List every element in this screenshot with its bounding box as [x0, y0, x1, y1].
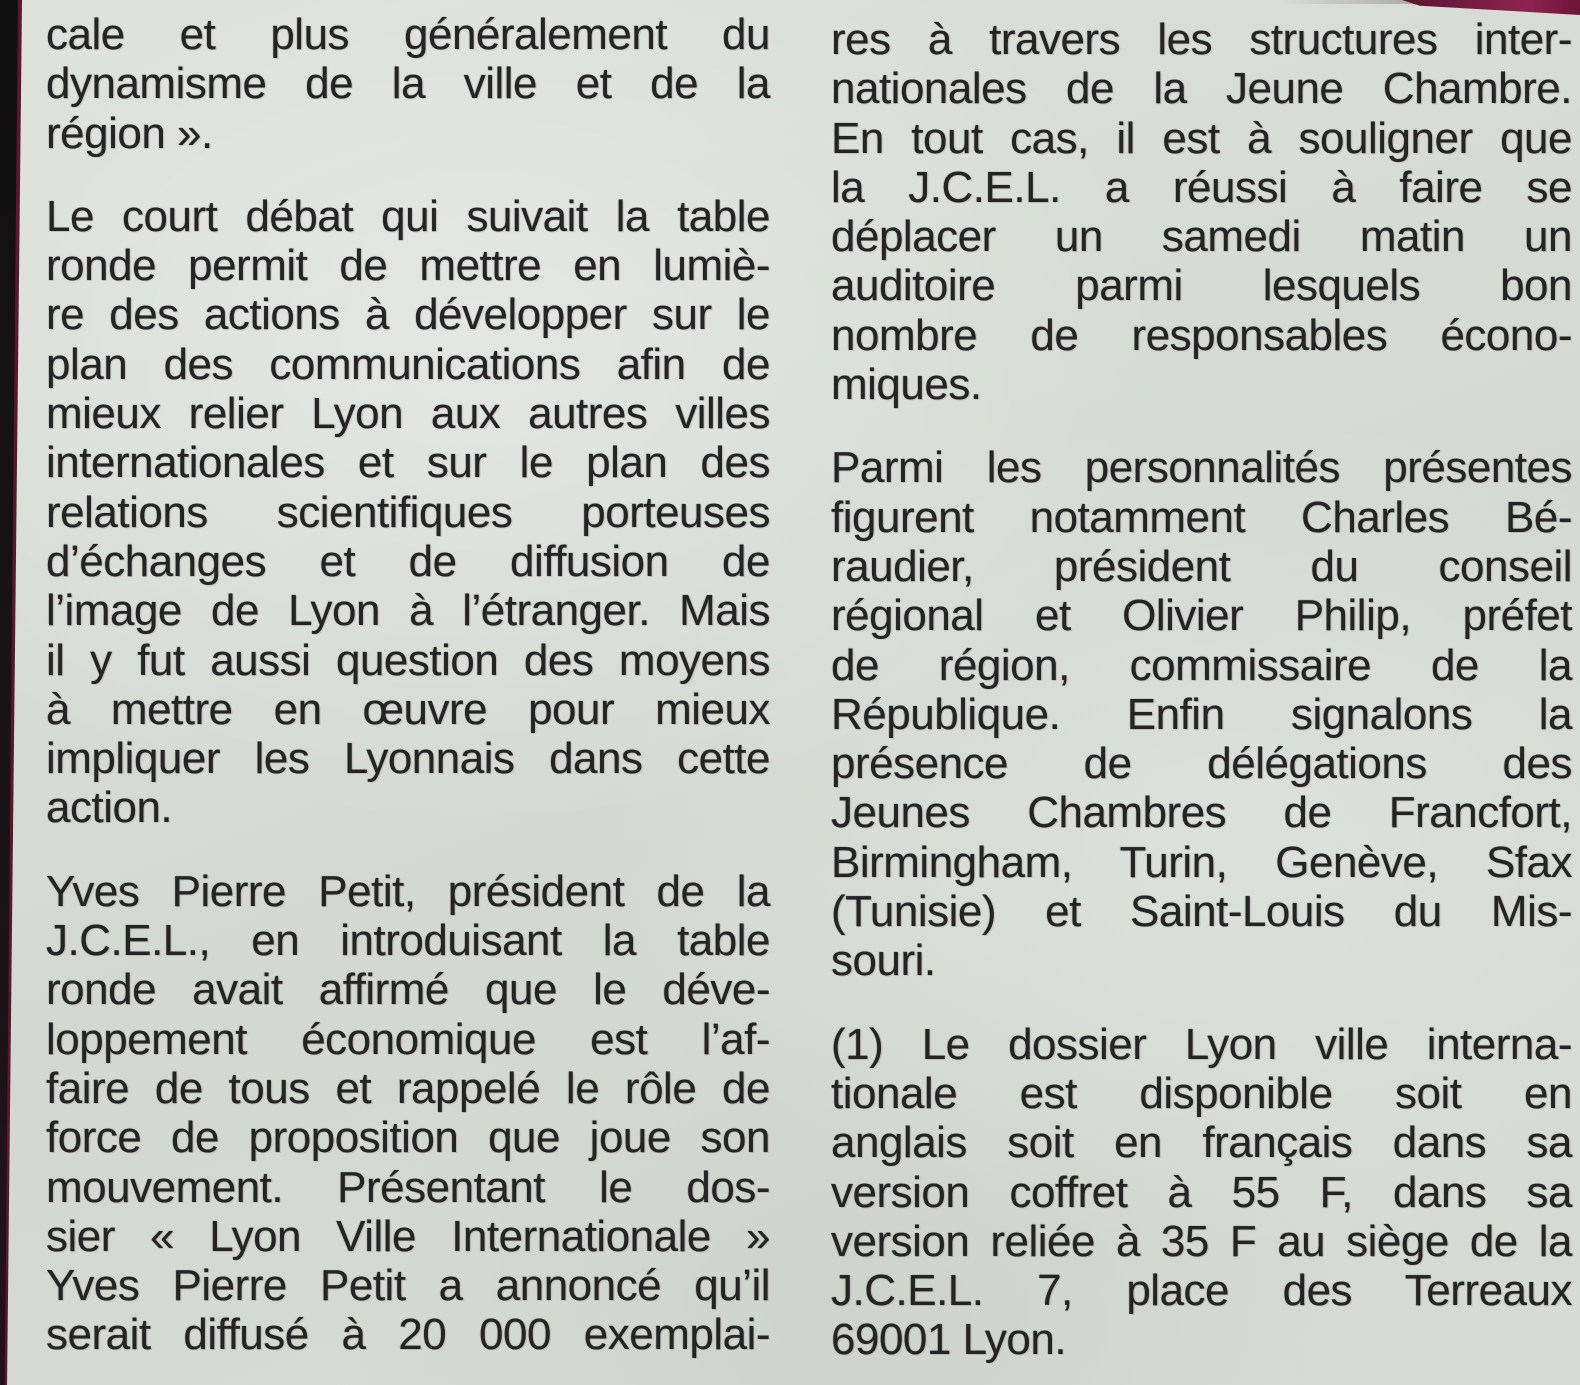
paragraph: [46, 192, 770, 833]
text-line: 69001 Lyon.: [831, 1315, 1067, 1365]
text-line: En tout cas, il est à souligner que: [831, 113, 1572, 163]
text-line: la J.C.E.L. a réussi à faire se: [831, 162, 1572, 212]
text-line: res à travers les structures inter-: [831, 15, 1572, 64]
article-column-right: [831, 15, 1572, 1365]
text-line: Birmingham, Turin, Genève, Sfax: [831, 837, 1572, 887]
text-line: République. Enfin signalons la: [831, 689, 1572, 739]
text-line: régional et Olivier Philip, préfet: [831, 591, 1572, 641]
text-line: serait diffusé à 20 000 exemplai-: [46, 1310, 770, 1360]
text-line: Jeunes Chambres de Francfort,: [831, 788, 1572, 838]
text-line: force de proposition que joue son: [46, 1113, 770, 1163]
text-line: J.C.E.L. 7, place des Terreaux: [831, 1266, 1572, 1316]
text-line: présence de délégations des: [831, 739, 1572, 789]
text-line: de région, commissaire de la: [831, 640, 1572, 690]
text-line: ronde permit de mettre en lumiè-: [46, 241, 770, 291]
text-line: J.C.E.L., en introduisant la table: [46, 916, 770, 966]
paragraph: [46, 867, 770, 1360]
text-line: cale et plus généralement du: [46, 10, 770, 59]
paragraph: [831, 15, 1572, 409]
text-line: ronde avait affirmé que le déve-: [46, 965, 770, 1015]
text-line: mouvement. Présentant le dos-: [46, 1162, 770, 1212]
text-line: figurent notamment Charles Bé-: [831, 492, 1572, 542]
text-line: action.: [46, 783, 173, 833]
article-column-left: [46, 10, 770, 1360]
text-line: nationales de la Jeune Chambre.: [831, 64, 1572, 114]
text-line: anglais soit en français dans sa: [831, 1118, 1572, 1168]
text-line: dynamisme de la ville et de la: [46, 59, 770, 109]
text-line: souri.: [831, 936, 936, 986]
text-line: sier « Lyon Ville Internationale »: [46, 1211, 770, 1261]
paragraph: [46, 10, 770, 158]
text-line: il y fut aussi question des moyens: [46, 635, 770, 685]
text-line: tionale est disponible soit en: [831, 1068, 1572, 1118]
text-line: raudier, président du conseil: [831, 541, 1572, 591]
text-line: Le court débat qui suivait la table: [46, 191, 770, 241]
text-line: miques.: [831, 360, 982, 410]
text-line: re des actions à développer sur le: [46, 290, 770, 340]
text-line: à mettre en œuvre pour mieux: [46, 684, 770, 734]
text-line: version reliée à 35 F au siège de la: [831, 1216, 1572, 1266]
text-line: (Tunisie) et Saint-Louis du Mis-: [831, 887, 1572, 937]
text-line: nombre de responsables écono-: [831, 310, 1572, 360]
text-line: loppement économique est l’af-: [46, 1014, 770, 1064]
scan-top-right-strip: [1402, 0, 1580, 15]
text-line: relations scientifiques porteuses: [46, 487, 770, 537]
text-line: auditoire parmi lesquels bon: [831, 261, 1572, 311]
text-line: impliquer les Lyonnais dans cette: [46, 734, 770, 784]
text-line: Yves Pierre Petit, président de la: [46, 866, 770, 916]
text-line: internationales et sur le plan des: [46, 438, 770, 488]
paragraph: [831, 443, 1572, 985]
text-line: mieux relier Lyon aux autres villes: [46, 389, 770, 439]
text-line: plan des communications afin de: [46, 339, 770, 389]
text-line: (1) Le dossier Lyon ville interna-: [831, 1019, 1572, 1069]
text-line: l’image de Lyon à l’étranger. Mais: [46, 586, 770, 636]
text-line: Yves Pierre Petit a annoncé qu’il: [46, 1261, 770, 1311]
text-line: version coffret à 55 F, dans sa: [831, 1167, 1572, 1217]
text-line: Parmi les personnalités présentes: [831, 443, 1572, 493]
text-line: région ».: [46, 108, 213, 158]
paragraph: [831, 1020, 1572, 1365]
text-line: d’échanges et de diffusion de: [46, 536, 770, 586]
text-line: faire de tous et rappelé le rôle de: [46, 1063, 770, 1113]
text-line: déplacer un samedi matin un: [831, 212, 1572, 262]
